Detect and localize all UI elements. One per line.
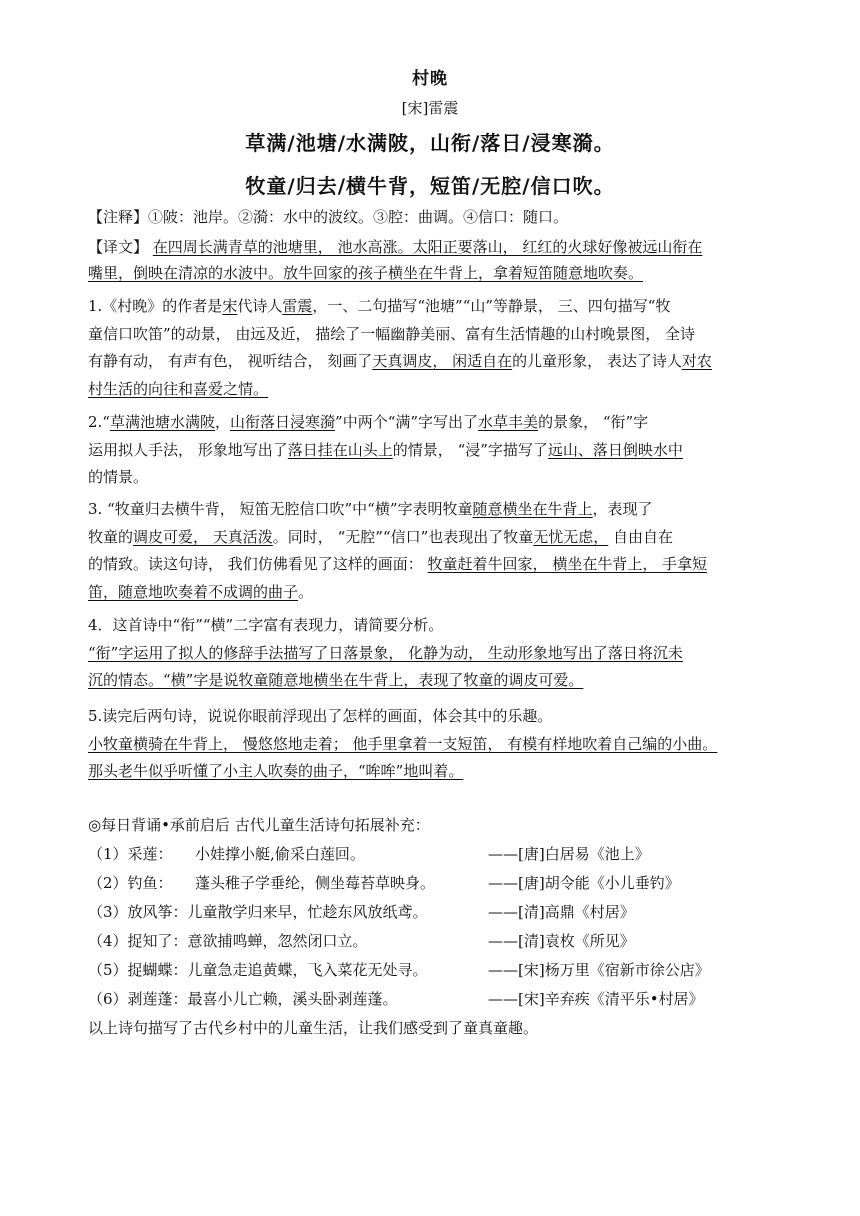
extension-item: （2）钓鱼： 蓬头稚子学垂纶，侧坐莓苔草映身。 ——[唐]胡令能《小儿垂钓》 [88, 874, 680, 892]
extension-item: （1）采莲： 小娃撑小艇,偷采白莲回。 ——[唐]白居易《池上》 [88, 845, 650, 863]
q3-answer-2: 调皮可爱， 天真活泼 [133, 527, 273, 546]
q4-answer-line-1: “衔”字运用了拟人的修辞手法描写了日落景象， 化静为动， 生动形象地写出了落日将沉未 [88, 643, 683, 662]
q3-text: 牧童的 [88, 527, 134, 546]
notes [88, 204, 788, 230]
q2-text: ， [215, 413, 231, 431]
q3-text: 3. “牧童归去横牛背， 短笛无腔信口吹”中“横”字表明牧童 [88, 500, 473, 518]
question-3 [88, 496, 788, 606]
q2-text: 的情景。 [88, 468, 149, 486]
extension-item: （3）放风筝：儿童散学归来早，忙趁东风放纸鸢。 ——[清]高鼎《村居》 [88, 903, 635, 921]
extension-item: （4）捉知了：意欲捕鸣蝉，忽然闭口立。 ——[清]袁枚《所见》 [88, 932, 635, 950]
poem-line-1: 草满/池塘/水满陂，山衔/落日/浸寒漪。 [245, 131, 615, 155]
q2-quote-2: 山衔落日浸寒漪 [230, 413, 336, 431]
question-2 [88, 409, 788, 492]
q2-text: 的情景， “浸”字描写了 [392, 440, 548, 459]
q1-text: 代诗人 [237, 297, 283, 315]
q1-answer-dynasty: 宋 [222, 297, 238, 315]
q3-text: 的情致。读这句诗， 我们仿佛看见了这样的画面： [88, 555, 428, 573]
q5-answer-line-2: 那头老牛似乎听懂了小主人吹奏的曲子，“哞哞”地叫着。 [88, 762, 464, 780]
q1-answer-feeling: 对农 [681, 352, 712, 370]
extension-item: （6）剥莲蓬：最喜小儿亡赖，溪头卧剥莲蓬。 ——[宋]辛弃疾《清平乐•村居》 [88, 990, 704, 1008]
q1-answer-poet: 雷震 [282, 297, 313, 315]
q3-text: 自由自在 [608, 527, 674, 546]
q5-answer-line-1: 小牧童横骑在牛背上， 慢悠悠地走着； 他手里拿着一支短笛， 有模有样地吹着自己编的小曲。 [88, 734, 718, 753]
q3-text: 。同时， “无腔”“信口”也表现出了牧童 [272, 527, 534, 546]
q3-answer-4: 牧童赶着牛回家， 横坐在牛背上， 手拿短 [427, 555, 708, 573]
q1-text: 童信口吹笛”的动景， 由远及近， 描绘了一幅幽静美丽、富有生活情趣的山村晚景图， 全诗 [88, 324, 695, 343]
notes-text: 【注释】①陂：池岸。②漪：水中的波纹。③腔：曲调。④信口：随口。 [88, 208, 569, 226]
q2-text: 运用拟人手法， 形象地写出了 [88, 440, 288, 459]
q2-quote-1: 草满池塘水满陂 [109, 413, 215, 431]
q5-question: 5.读完后两句诗，说说你眼前浮现出了怎样的画面，体会其中的乐趣。 [88, 707, 553, 725]
q3-answer-4-cont: 笛，随意地吹奏着不成调的曲子 [88, 582, 299, 601]
translation-label: 【译文】 [88, 238, 149, 256]
poem-line-2: 牧童/归去/横牛背，短笛/无腔/信口吹。 [245, 174, 615, 198]
extension-heading: ◎每日背诵•承前启后 古代儿童生活诗句拓展补充： [88, 816, 430, 834]
translation-line-1: 在四周长满青草的池塘里， 池水高涨。太阳正要落山， 红红的火球好像被远山衔在 [152, 238, 703, 256]
q1-answer-image: 天真调皮， 闲适自在 [372, 352, 513, 370]
q2-text: 的景象， “衔”字 [538, 413, 649, 431]
q2-text: ”中两个“满”字写出了 [335, 413, 479, 431]
q1-answer-feeling-cont: 村生活的向往和喜爱之情。 [88, 379, 269, 398]
extension-item: （5）捉蝴蝶：儿童急走追黄蝶，飞入菜花无处寻。 ——[宋]杨万里《宿新市徐公店》 [88, 961, 710, 979]
q2-answer-2: 落日挂在山头上 [287, 440, 393, 459]
q3-answer-3: 无忧无虑， [533, 527, 609, 546]
q1-text: 1.《村晚》的作者是 [88, 297, 223, 315]
extension-conclusion: 以上诗句描写了古代乡村中的儿童生活，让我们感受到了童真童趣。 [88, 1019, 539, 1037]
q1-text: 有静有动， 有声有色， 视听结合， 刻画了 [88, 352, 373, 370]
q4-answer-line-2: 沉的情态。“横”字是说牧童随意地横坐在牛背上，表现了牧童的调皮可爱。 [88, 671, 584, 689]
q2-answer-3: 远山、落日倒映水中 [547, 440, 683, 459]
q4-question: 4．这首诗中“衔”“横”二字富有表现力，请简要分析。 [88, 616, 444, 634]
translation-line-2: 嘴里，倒映在清凉的水波中。放牛回家的孩子横坐在牛背上，拿着短笛随意地吹奏。 [88, 264, 644, 282]
poem-author: [宋]雷震 [401, 99, 459, 117]
q2-answer-1: 水草丰美 [478, 413, 539, 431]
q1-text: 的儿童形象， 表达了诗人 [512, 352, 682, 370]
q3-answer-1: 随意横坐在牛背上 [472, 500, 593, 518]
q1-text: ，一、二句描写“池塘”“山”等静景， 三、四句描写“牧 [312, 297, 671, 315]
question-5 [88, 703, 788, 786]
extension-section [88, 810, 788, 1042]
q3-text: ，表现了 [592, 500, 653, 518]
question-1 [88, 293, 788, 403]
poem-title: 村晚 [412, 69, 448, 89]
question-4 [88, 612, 788, 695]
translation [88, 234, 788, 286]
q3-text: 。 [298, 582, 314, 601]
q2-text: 2.“ [88, 413, 110, 431]
